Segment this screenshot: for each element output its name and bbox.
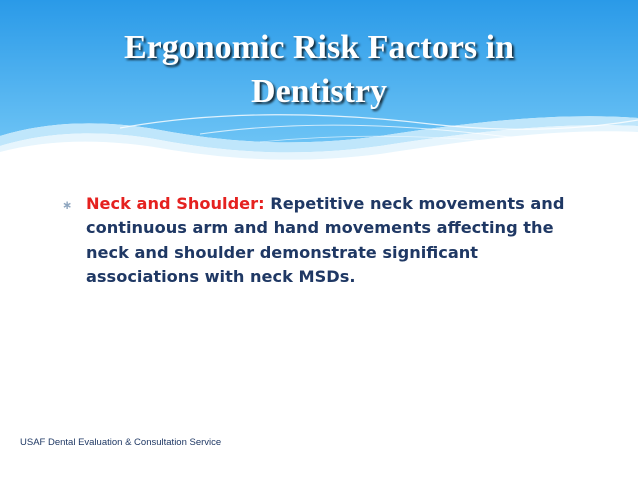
bullet-lead: Neck and Shoulder: — [86, 194, 265, 213]
slide-footer: USAF Dental Evaluation & Consultation Service — [20, 437, 222, 448]
bullet-item — [62, 192, 582, 290]
asterisk-bullet-icon: ∗ — [62, 198, 73, 212]
bullet-text — [86, 192, 582, 290]
bullet-body: Repetitive neck movements and continuous arm and hand movements affecting the neck and shoulder demonstrate significant associations with neck MSDs. — [86, 194, 565, 287]
slide-title: Ergonomic Risk Factors in Dentistry — [123, 29, 515, 110]
